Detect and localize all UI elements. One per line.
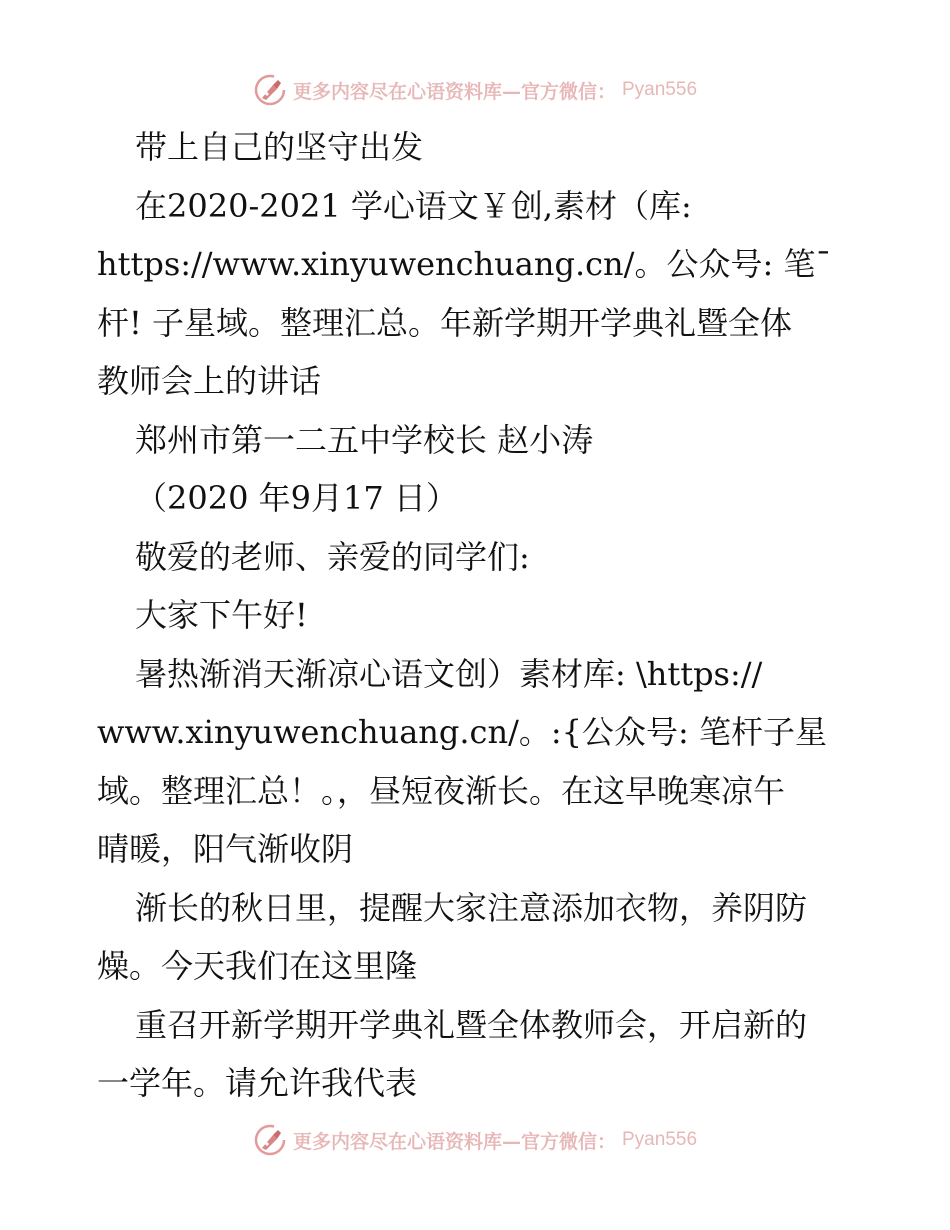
watermark-wechat-id: Pyan556 [622,79,698,100]
pen-nib-circle-icon [253,73,287,107]
text-line: 暑热渐消天渐凉心语文创）素材库: \https:// [135,654,763,693]
watermark-text: 更多内容尽在心语资料库—官方微信： [292,1130,616,1153]
text-line: （2020 年9月17 日） [135,479,458,517]
text-line: 杆! 子星域。整理汇总。年新学期开学典礼暨全体 [97,303,793,342]
text-line: 郑州市第一二五中学校长 赵小涛 [135,420,594,459]
document-body [97,118,857,1113]
pen-nib-circle-icon [253,1123,287,1157]
text-line: 教师会上的讲话 [97,362,322,400]
watermark-text: 更多内容尽在心语资料库—官方微信： [292,80,616,103]
text-line: 在2020-2021 学心语文￥创,素材（库: [135,186,692,225]
footer-watermark [0,1120,950,1160]
watermark-wechat-id: Pyan556 [622,1129,698,1150]
text-line: 晴暖，阳气渐收阴 [97,830,354,868]
text-line: 重召开新学期开学典礼暨全体教师会，开启新的 [135,1005,808,1044]
text-line: 大家下午好! [135,596,308,634]
header-watermark [0,70,950,110]
text-line: https://www.xinyuwenchuang.cn/。公众号: 笔¯ [97,245,832,283]
text-line: 渐长的秋日里，提醒大家注意添加衣物，养阴防 [135,888,808,927]
text-line: www.xinyuwenchuang.cn/。:{公众号: 笔杆子星 [97,713,827,751]
text-line: 一学年。请允许我代表 [97,1064,418,1102]
text-line: 带上自己的坚守出发 [135,128,424,166]
text-line: 域。整理汇总！。，昼短夜渐长。在这早晚寒凉午 [97,771,786,810]
text-line: 燥。今天我们在这里隆 [97,947,418,985]
text-line: 敬爱的老师、亲爱的同学们: [135,537,530,576]
